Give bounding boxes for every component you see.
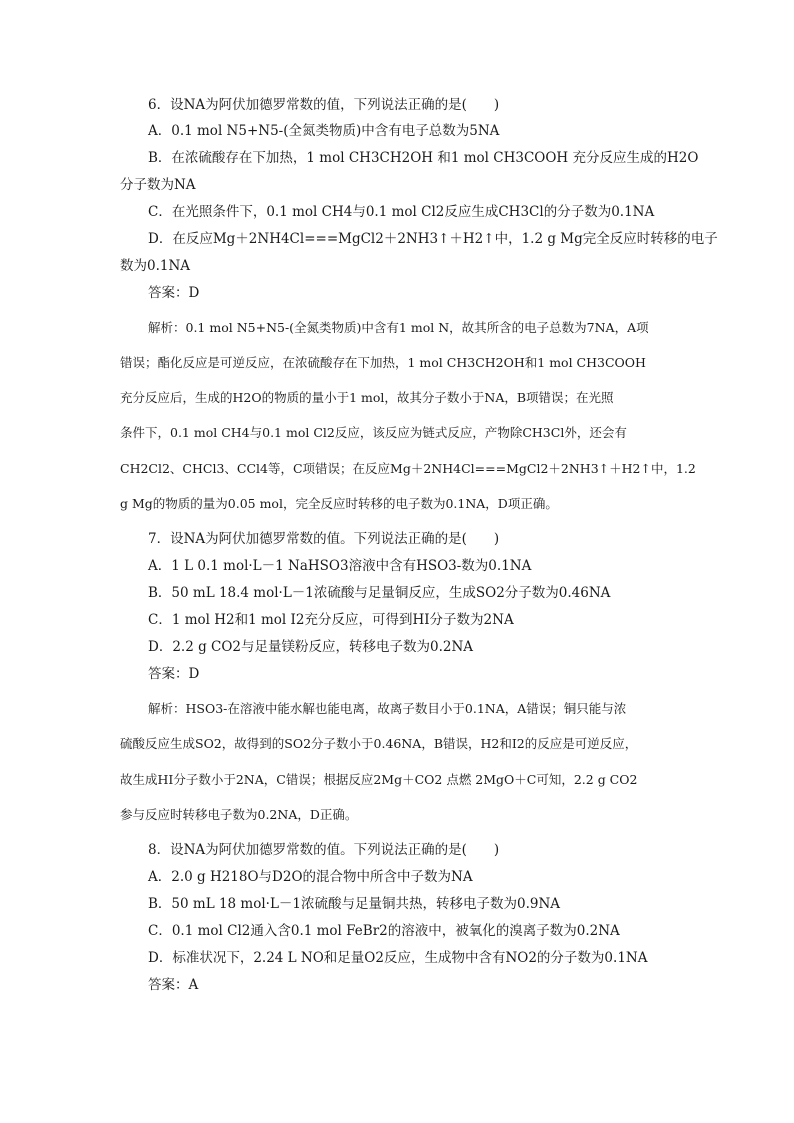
question-7-option-d: D．2.2 g CO2与足量镁粉反应，转移电子数为0.2NA	[148, 639, 474, 655]
question-6-option-d-cont: 数为0.1NA	[120, 258, 191, 274]
question-6-explanation-line: g Mg的物质的量为0.05 mol，完全反应时转移的电子数为0.1NA，D项正确。	[120, 496, 558, 511]
question-7-explanation-line: 故生成HI分子数小于2NA，C错误；根据反应2Mg＋CO2 点燃 2MgO＋C可知，2.2 g CO2	[120, 772, 638, 787]
question-7-answer: 答案：D	[148, 666, 200, 682]
question-7-option-c: C．1 mol H2和1 mol I2充分反应，可得到HI分子数为2NA	[148, 612, 514, 628]
question-6-explanation-line: 条件下，0.1 mol CH4与0.1 mol Cl2反应，该反应为链式反应，产物除CH3Cl外，还会有	[120, 425, 627, 440]
question-6-answer: 答案：D	[148, 285, 200, 301]
question-8-option-b: B．50 mL 18 mol·L－1浓硫酸与足量铜共热，转移电子数为0.9NA	[148, 896, 561, 912]
question-7-option-b: B．50 mL 18.4 mol·L－1浓硫酸与足量铜反应，生成SO2分子数为0.46NA	[148, 585, 611, 601]
question-6-stem: 6．设NA为阿伏加德罗常数的值，下列说法正确的是( )	[148, 97, 500, 113]
question-7-explanation-line: 参与反应时转移电子数为0.2NA，D正确。	[120, 807, 358, 822]
question-6-explanation-line: 充分反应后，生成的H2O的物质的量小于1 mol，故其分子数小于NA，B项错误；在光照	[120, 390, 614, 405]
question-6-explanation-line: CH2Cl2、CHCl3、CCl4等，C项错误；在反应Mg＋2NH4Cl===MgCl2＋2NH3↑＋H2↑中，1.2	[120, 461, 696, 476]
question-8-stem: 8．设NA为阿伏加德罗常数的值。下列说法正确的是( )	[148, 842, 500, 858]
question-7-option-a: A．1 L 0.1 mol·L－1 NaHSO3溶液中含有HSO3-数为0.1NA	[148, 558, 532, 574]
question-7-stem: 7．设NA为阿伏加德罗常数的值。下列说法正确的是( )	[148, 531, 500, 547]
question-6-explanation-line: 错误；酯化反应是可逆反应，在浓硫酸存在下加热，1 mol CH3CH2OH和1 mol CH3COOH	[120, 355, 646, 370]
question-6-option-d: D．在反应Mg＋2NH4Cl===MgCl2＋2NH3↑＋H2↑中，1.2 g Mg完全反应时转移的电子	[148, 231, 718, 247]
question-8-option-a: A．2.0 g H218O与D2O的混合物中所含中子数为NA	[148, 869, 473, 885]
question-8-option-d: D．标准状况下，2.24 L NO和足量O2反应，生成物中含有NO2的分子数为0.1NA	[148, 950, 648, 966]
question-6-option-a: A．0.1 mol N5+N5-(全氮类物质)中含有电子总数为5NA	[148, 123, 500, 139]
question-6-explanation-line: 解析：0.1 mol N5+N5-(全氮类物质)中含有1 mol N，故其所含的电子总数为7NA，A项	[148, 320, 649, 335]
question-6-option-c: C．在光照条件下，0.1 mol CH4与0.1 mol Cl2反应生成CH3Cl的分子数为0.1NA	[148, 204, 655, 220]
question-6-option-b: B．在浓硫酸存在下加热，1 mol CH3CH2OH 和1 mol CH3COOH 充分反应生成的H2O	[148, 150, 699, 166]
question-7-explanation-line: 解析：HSO3-在溶液中能水解也能电离，故离子数目小于0.1NA，A错误；铜只能与浓	[148, 701, 627, 716]
question-8-answer: 答案：A	[148, 977, 199, 993]
question-6-option-b-cont: 分子数为NA	[120, 177, 196, 193]
question-7-explanation-line: 硫酸反应生成SO2，故得到的SO2分子数小于0.46NA，B错误，H2和I2的反应是可逆反应，	[120, 736, 638, 751]
question-8-option-c: C．0.1 mol Cl2通入含0.1 mol FeBr2的溶液中，被氧化的溴离子数为0.2NA	[148, 923, 620, 939]
